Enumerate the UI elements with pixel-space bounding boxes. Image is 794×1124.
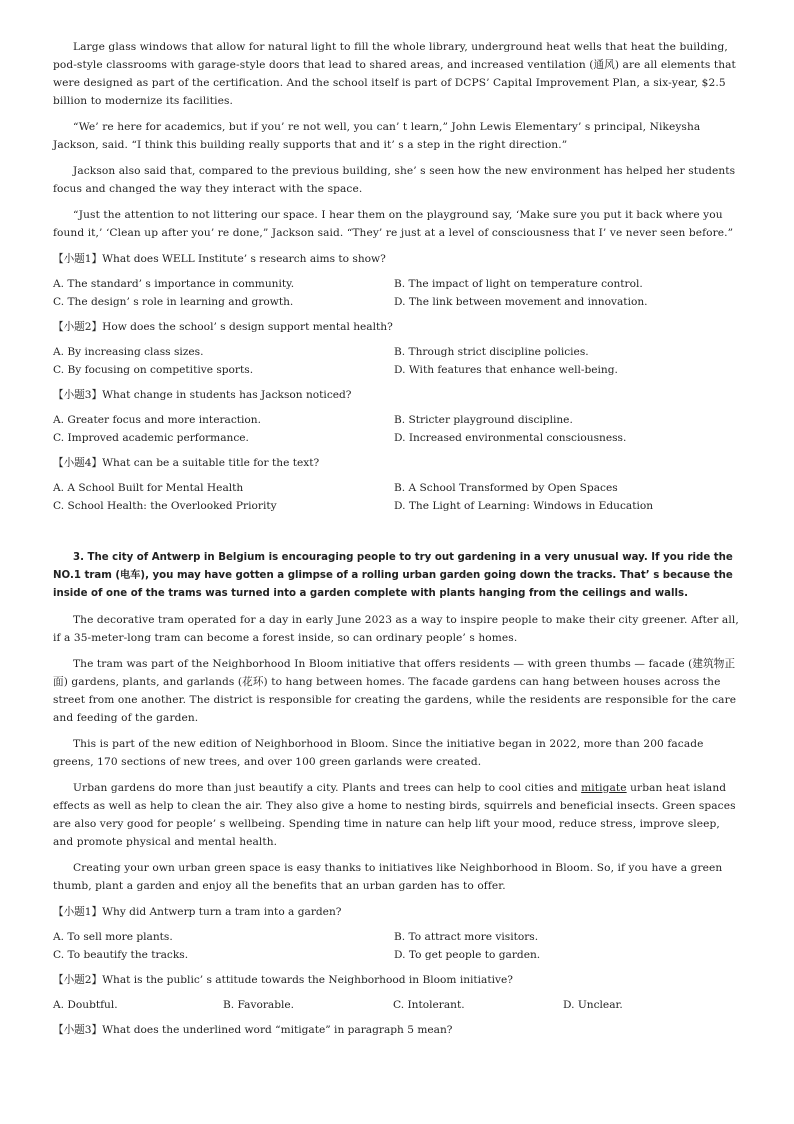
option-d: D. The link between movement and innovation. xyxy=(394,296,648,308)
passage2-question-3-options xyxy=(53,411,743,447)
option-a: A. Greater focus and more interaction. xyxy=(53,414,261,426)
passage3-paragraph-2: The decorative tram operated for a day in early June 2023 as a way to inspire people to make their city greener. After all, if a 35-meter-long tram can become a forest inside, so can ordinary people’ s homes. xyxy=(53,614,739,644)
option-b: B. Through strict discipline policies. xyxy=(394,346,589,358)
option-d: D. Unclear. xyxy=(563,999,623,1011)
passage2-question-1-options xyxy=(53,275,743,311)
passage2-paragraph-4: “Just the attention to not littering our space. I hear them on the playground say, ‘Make sure you put it back where you found it,’ ‘Clean up after you’ re done,” Jackson said. “They’ re just at a level of consciousness that I’ ve never seen before.” xyxy=(53,209,734,239)
option-b: B. Favorable. xyxy=(223,999,295,1011)
passage3-paragraph-4: This is part of the new edition of Neighborhood in Bloom. Since the initiative began in 2022, more than 200 facade greens, 170 sections of new trees, and over 100 green garlands were created. xyxy=(53,738,704,768)
option-c: C. School Health: the Overlooked Priority xyxy=(53,500,277,512)
paragraph5-text-after: urban heat island effects as well as help to clean the air. They also give a home to nesting birds, squirrels and beneficial insects. Green spaces are also very good for people’ s wellbeing. Spending time in nature can help lift your mood, reduce stress, improve sleep, and promote physical and mental health. xyxy=(53,782,736,848)
underlined-word-mitigate: mitigate xyxy=(581,782,627,794)
option-b: B. Stricter playground discipline. xyxy=(394,414,573,426)
passage2-question-2-stem: 【小题2】How does the school’ s design support mental health? xyxy=(53,321,393,333)
passage2-question-1-stem: 【小题1】What does WELL Institute’ s research aims to show? xyxy=(53,253,386,265)
passage3-paragraph-3: The tram was part of the Neighborhood In Bloom initiative that offers residents — with green thumbs — facade (建筑物正面) gardens, plants, and garlands (花环) to hang between homes. The facade gardens can hang between houses across the street from one another. The district is responsible for creating the gardens, while the residents are responsible for the care and feeding of the garden. xyxy=(53,658,737,724)
option-c: C. By focusing on competitive sports. xyxy=(53,364,254,376)
option-a: A. A School Built for Mental Health xyxy=(53,482,244,494)
paragraph5-text-before: Urban gardens do more than just beautify a city. Plants and trees can help to cool cities and xyxy=(73,782,582,794)
option-d: D. The Light of Learning: Windows in Education xyxy=(394,500,654,512)
option-a: A. To sell more plants. xyxy=(53,931,173,943)
option-a: A. The standard’ s importance in community. xyxy=(53,278,295,290)
document-page xyxy=(53,38,743,1046)
option-a: A. Doubtful. xyxy=(53,999,118,1011)
option-c: C. Improved academic performance. xyxy=(53,432,249,444)
passage2-paragraph-3: Jackson also said that, compared to the previous building, she’ s seen how the new environment has helped her students focus and changed the way they interact with the space. xyxy=(53,165,736,195)
passage2-question-4-options xyxy=(53,479,743,515)
passage3-paragraph-6: Creating your own urban green space is easy thanks to initiatives like Neighborhood in Bloom. So, if you have a green thumb, plant a garden and enjoy all the benefits that an urban garden has to offer. xyxy=(53,862,723,892)
passage2-question-2-options xyxy=(53,343,743,379)
option-d: D. With features that enhance well-being. xyxy=(394,364,618,376)
option-d: D. Increased environmental consciousness. xyxy=(394,432,627,444)
option-b: B. A School Transformed by Open Spaces xyxy=(394,482,618,494)
passage3-question-1-options xyxy=(53,928,743,964)
passage2-question-3-stem: 【小题3】What change in students has Jackson noticed? xyxy=(53,389,352,401)
passage3-question-2-stem: 【小题2】What is the public’ s attitude towards the Neighborhood in Bloom initiative? xyxy=(53,974,513,986)
option-a: A. By increasing class sizes. xyxy=(53,346,204,358)
passage3-question-2-options xyxy=(53,996,743,1014)
option-b: B. To attract more visitors. xyxy=(394,931,539,943)
option-c: C. The design’ s role in learning and growth. xyxy=(53,296,294,308)
passage2-question-4-stem: 【小题4】What can be a suitable title for the text? xyxy=(53,457,320,469)
passage2-paragraph-1: Large glass windows that allow for natural light to fill the whole library, underground heat wells that heat the building, pod-style classrooms with garage-style doors that lead to shared areas, and increased ventilation (通风) are all elements that were designed as part of the certification. And the school itself is part of DCPS’ Capital Improvement Plan, a six-year, $2.5 billion to modernize its facilities. xyxy=(53,41,736,107)
option-b: B. The impact of light on temperature control. xyxy=(394,278,643,290)
passage3-paragraph-5 xyxy=(53,779,743,851)
passage3-intro: 3. The city of Antwerp in Belgium is encouraging people to try out gardening in a very unusual way. If you ride the NO.1 tram (电车), you may have gotten a glimpse of a rolling urban garden going down the tracks. That’ s because the inside of one of the trams was turned into a garden complete with plants hanging from the ceilings and walls. xyxy=(53,552,733,599)
option-c: C. To beautify the tracks. xyxy=(53,949,189,961)
passage3-question-3-stem: 【小题3】What does the underlined word “mitigate” in paragraph 5 mean? xyxy=(53,1024,453,1036)
option-c: C. Intolerant. xyxy=(393,999,465,1011)
passage3-question-1-stem: 【小题1】Why did Antwerp turn a tram into a garden? xyxy=(53,906,342,918)
passage2-paragraph-2: “We’ re here for academics, but if you’ re not well, you can’ t learn,” John Lewis Elementary’ s principal, Nikeysha Jackson, said. “I think this building really supports that and it’ s a step in the right direction.” xyxy=(53,121,701,151)
option-d: D. To get people to garden. xyxy=(394,949,541,961)
